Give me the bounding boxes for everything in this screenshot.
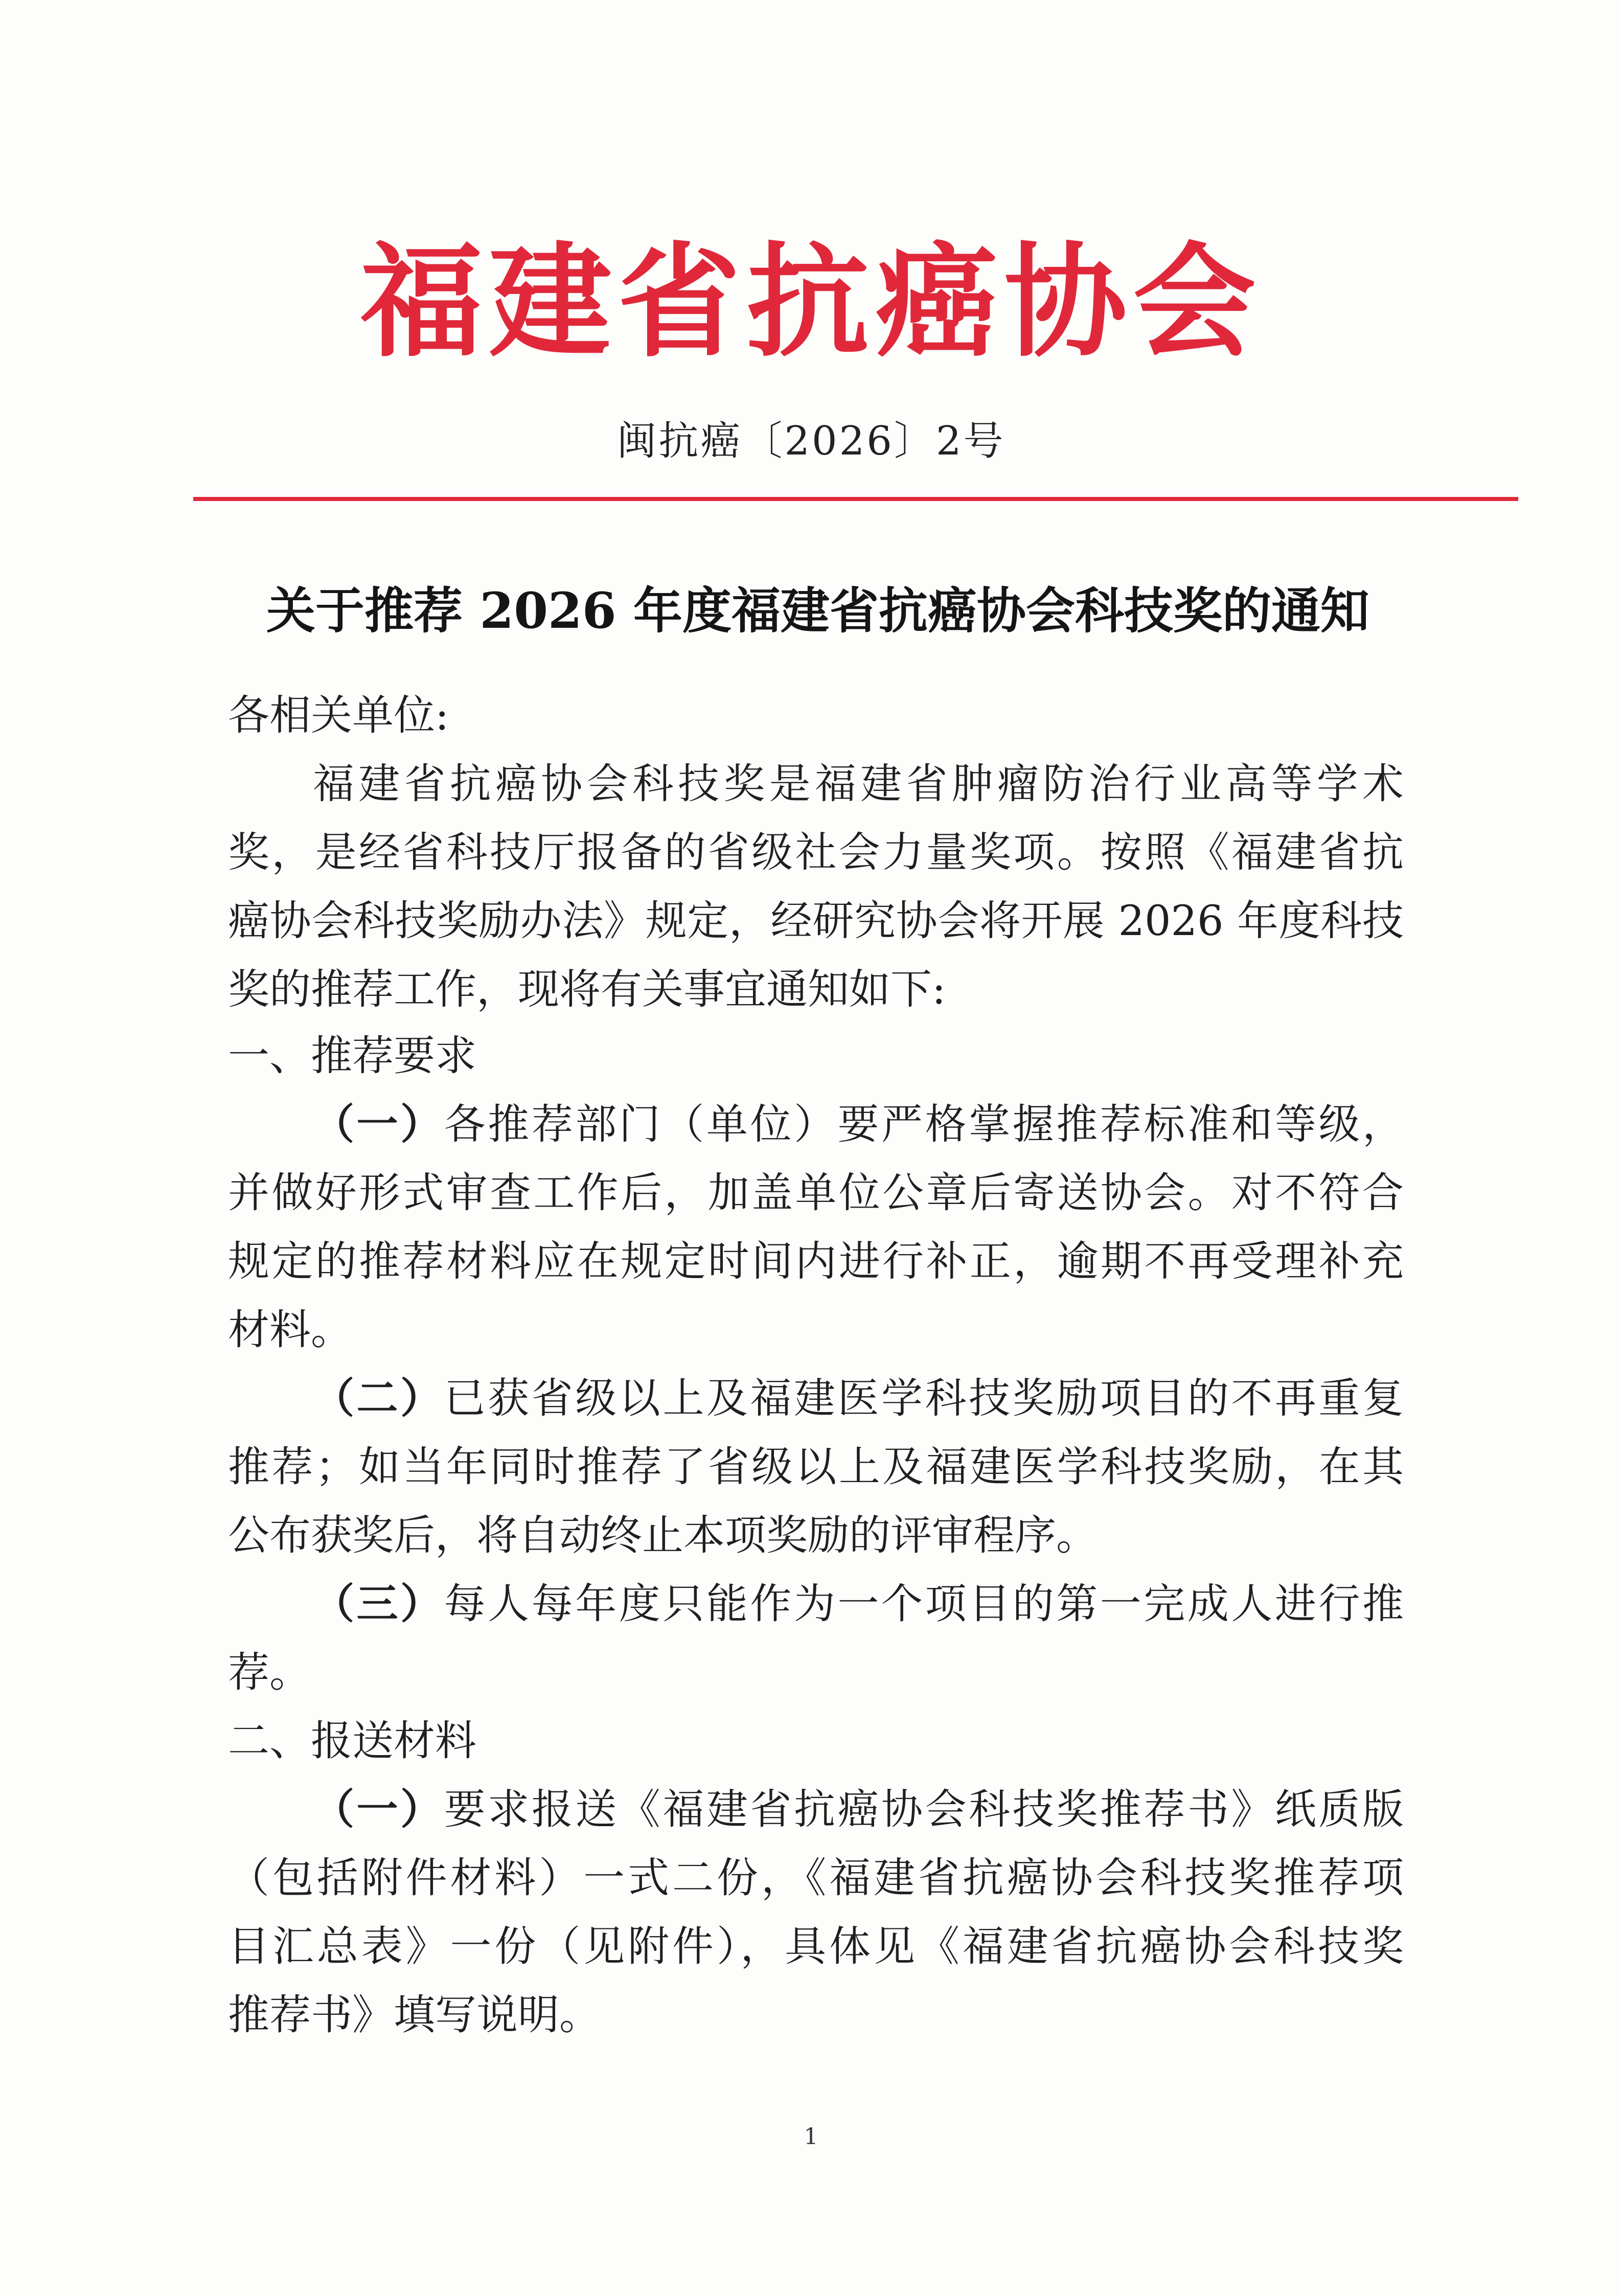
intro-line: 福建省抗癌协会科技奖是福建省肿瘤防治行业高等学术: [313, 760, 1404, 808]
paragraph-line: 荐。: [228, 1649, 311, 1697]
red-divider-line: [193, 497, 1518, 501]
paragraph-line: 公布获奖后，将自动终止本项奖励的评审程序。: [228, 1512, 1098, 1560]
item-marker: （一）: [313, 1101, 444, 1149]
paragraph-line: 推荐书》填写说明。: [228, 1991, 601, 2039]
item-marker: （三）: [313, 1580, 444, 1628]
paragraph-line: [313, 1094, 1404, 1155]
item-marker: （二）: [313, 1375, 444, 1423]
paragraph-line: 推荐；如当年同时推荐了省级以上及福建医学科技奖励，在其: [228, 1443, 1404, 1491]
paragraph-line: 目汇总表》一份（见附件），具体见《福建省抗癌协会科技奖: [228, 1923, 1404, 1971]
item-text: 已获省级以上及福建医学科技奖励项目的不再重复: [444, 1375, 1404, 1423]
salutation: 各相关单位:: [228, 692, 449, 740]
document-number: 闽抗癌〔2026〕2号: [616, 418, 1006, 464]
notice-title: 关于推荐 2026 年度福建省抗癌协会科技奖的通知: [266, 582, 1370, 640]
paragraph-line: 材料。: [228, 1306, 353, 1354]
paragraph-line: [313, 1574, 1404, 1635]
section-heading: 二、报送材料: [228, 1717, 477, 1765]
paragraph-line: 并做好形式审查工作后，加盖单位公章后寄送协会。对不符合: [228, 1169, 1404, 1217]
intro-line: 癌协会科技奖励办法》规定，经研究协会将开展 2026 年度科技: [228, 897, 1404, 945]
intro-line: 奖，是经省科技厅报备的省级社会力量奖项。按照《福建省抗: [228, 829, 1404, 877]
intro-line: 奖的推荐工作，现将有关事宜通知如下:: [228, 966, 946, 1014]
item-text: 每人每年度只能作为一个项目的第一完成人进行推: [444, 1580, 1404, 1628]
paragraph-line: （包括附件材料）一式二份，《福建省抗癌协会科技奖推荐项: [228, 1854, 1404, 1902]
paragraph-line: 规定的推荐材料应在规定时间内进行补正，逾期不再受理补充: [228, 1238, 1404, 1286]
organization-title: 福建省抗癌协会: [360, 230, 1262, 374]
paragraph-line: [313, 1368, 1404, 1429]
page-number: 1: [804, 2124, 818, 2150]
item-text: 各推荐部门（单位）要严格掌握推荐标准和等级，: [444, 1101, 1404, 1149]
item-marker: （一）: [313, 1786, 444, 1834]
section-heading: 一、推荐要求: [228, 1032, 477, 1080]
item-text: 要求报送《福建省抗癌协会科技奖推荐书》纸质版: [444, 1786, 1404, 1834]
paragraph-line: [313, 1779, 1404, 1840]
